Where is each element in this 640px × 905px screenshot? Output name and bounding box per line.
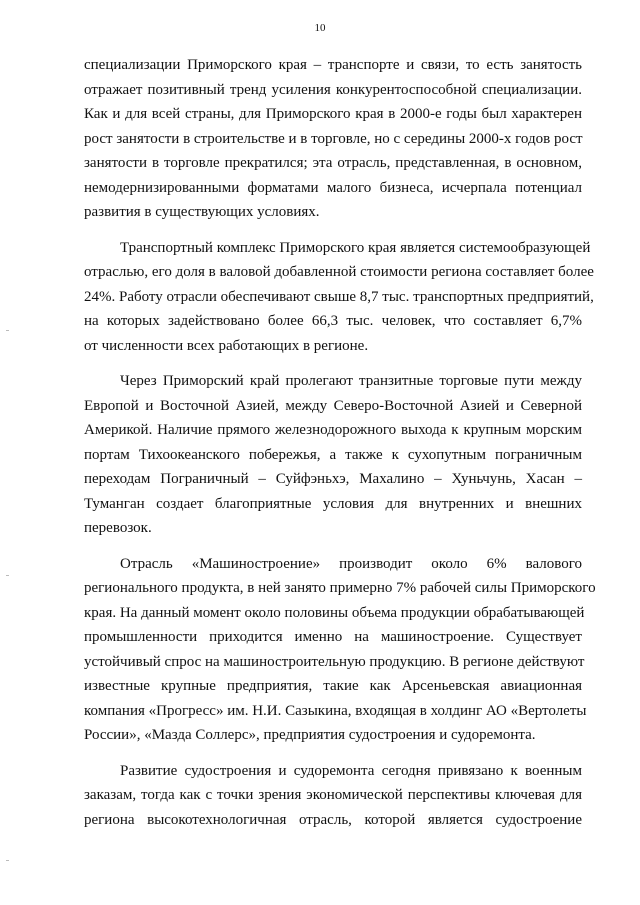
text-line: заказам, тогда как с точки зрения экономической перспективы ключевая для — [84, 787, 582, 803]
scan-edge-mark — [6, 575, 9, 576]
text-line: Развитие судостроения и судоремонта сегодня привязано к военным — [120, 762, 582, 779]
text-line: от численности всех работающих в регионе. — [84, 337, 369, 354]
text-line: Отрасль «Машиностроение» производит около 6% валового — [120, 555, 582, 572]
text-line: переходам Пограничный – Суйфэньхэ, Махалино – Хуньчунь, Хасан – — [84, 471, 582, 487]
text-line: отражает позитивный тренд усиления конкурентоспособной специализации. — [84, 81, 582, 98]
paragraph-transit — [84, 369, 582, 541]
text-line: специализации Приморского края – транспорте и связи, то есть занятость — [84, 57, 582, 73]
text-line: портам Тихоокеанского побережья, а также к сухопутным пограничным — [84, 446, 582, 463]
text-line: занятости в торговле прекратился; эта отрасль, представленная, в основном, — [84, 155, 582, 171]
paragraph-specialization — [84, 53, 582, 225]
text-line: Европой и Восточной Азией, между Северо-Восточной Азией и Северной — [84, 397, 582, 414]
text-line: края. На данный момент около половины объема продукции обрабатывающей — [84, 604, 585, 621]
text-line: России», «Мазда Соллерс», предприятия судостроения и судоремонта. — [84, 727, 536, 743]
text-line: немодернизированными форматами малого бизнеса, исчерпала потенциал — [84, 179, 582, 196]
text-line: Америкой. Наличие прямого железнодорожного выхода к крупным морским — [84, 422, 582, 438]
paragraph-transport — [84, 236, 594, 359]
text-line: 24%. Работу отрасли обеспечивают свыше 8,7 тыс. транспортных предприятий, — [84, 288, 594, 305]
text-line: отраслью, его доля в валовой добавленной стоимости региона составляет более — [84, 264, 594, 280]
text-line: рост занятости в строительстве и в торговле, но с середины 2000-х годов рост — [84, 130, 583, 147]
text-line: Как и для всей страны, для Приморского края в 2000-е годы был характерен — [84, 106, 582, 122]
text-line: Через Приморский край пролегают транзитные торговые пути между — [120, 373, 582, 389]
text-line: промышленности приходится именно на машиностроение. Существует — [84, 629, 582, 645]
text-line: развития в существующих условиях. — [84, 204, 320, 220]
text-line: региона высокотехнологичная отрасль, которой является судостроение — [84, 811, 582, 828]
text-line: регионального продукта, в ней занято примерно 7% рабочей силы Приморского — [84, 580, 596, 596]
paragraph-shipbuilding — [84, 759, 582, 833]
document-body — [84, 53, 596, 832]
paragraph-machinery — [84, 552, 596, 748]
text-line: компания «Прогресс» им. Н.И. Сазыкина, входящая в холдинг АО «Вертолеты — [84, 702, 587, 719]
text-line: устойчивый спрос на машиностроительную продукцию. В регионе действуют — [84, 653, 585, 670]
text-line: перевозок. — [84, 520, 152, 536]
text-line: известные крупные предприятия, такие как Арсеньевская авиационная — [84, 678, 582, 694]
text-line: на которых задействовано более 66,3 тыс. человек, что составляет 6,7% — [84, 313, 582, 329]
page-number: 10 — [314, 22, 326, 34]
text-line: Туманган создает благоприятные условия для внутренних и внешних — [84, 495, 582, 512]
text-line: Транспортный комплекс Приморского края является системообразующей — [120, 239, 591, 256]
scan-edge-mark — [6, 860, 9, 861]
scan-edge-mark — [6, 330, 9, 331]
